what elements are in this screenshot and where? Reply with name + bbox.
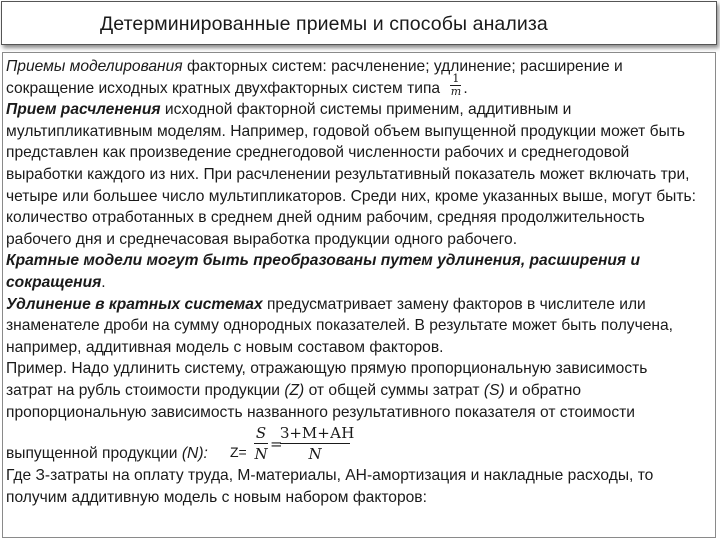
paragraph-multiple-models: Кратные модели могут быть преобразованы путем удлинения, расширения и сокращения.: [6, 252, 640, 291]
fraction-s-n: S N: [254, 424, 268, 464]
paragraph-formula: выпущенной продукции (N): Z= S N = З+М+АН N: [6, 424, 355, 464]
fraction-1-m: $\frac{1}{m}$: [450, 71, 462, 98]
formula-equals: =: [270, 435, 283, 454]
term-extension: Удлинение в кратных системах: [6, 295, 263, 313]
fraction-sum-n: З+М+АН N: [280, 424, 355, 464]
paragraph-modeling: Приемы моделирования факторных систем: расчленение; удлинение; расширение и сокращение исходных кратных двухфакторных систем типа $\frac{1}{m}$ .: [6, 58, 623, 98]
var-z: (Z): [284, 381, 305, 399]
formula-lhs: Z=: [230, 444, 247, 461]
var-n: (N):: [181, 445, 208, 463]
paragraph-decomposition: Прием расчленения исходной факторной системы применим, аддитивным и мультипликативным моделям. Например, годовой объем выпущенной продукции может быть представлен как произведение среднегодовой численности рабочих и среднегодовой выработки каждого из них. При расчленении результативный показатель может включать три, четыре или большее число мультипликаторов. Среди них, кроме указанных выше, могут быть: количество отработанных в среднем дней одним рабочим, средняя продолжительность рабочего дня и среднечасовая выработка продукции одного рабочего.: [6, 101, 696, 248]
paragraph-example: Пример. Надо удлинить систему, отражающую прямую пропорциональную зависимость затрат на рубль стоимости продукции (Z) от общей суммы затрат (S) и обратно пропорциональную зависимость названного результативного показателя от стоимости: [6, 360, 648, 421]
slide-body: [6, 56, 696, 508]
term-modeling: Приемы моделирования: [6, 58, 183, 75]
var-s: (S): [483, 381, 505, 399]
term-decomposition: Прием расчленения: [6, 101, 161, 119]
slide-title-bar: [1, 1, 717, 45]
term-multiple-models: Кратные модели могут быть преобразованы путем удлинения, расширения и сокращения: [6, 252, 640, 291]
slide-title: Детерминированные приемы и способы анализа: [100, 13, 548, 35]
paragraph-conclusion: Где З-затраты на оплату труда, М-материалы, АН-амортизация и накладные расходы, то получим аддитивную модель с новым набором факторов:: [6, 467, 654, 506]
paragraph-extension: Удлинение в кратных системах предусматривает замену факторов в числителе или знаменателе дроби на сумму однородных показателей. В результате может быть получена, например, аддитивная модель с новым составом факторов.: [6, 295, 674, 356]
